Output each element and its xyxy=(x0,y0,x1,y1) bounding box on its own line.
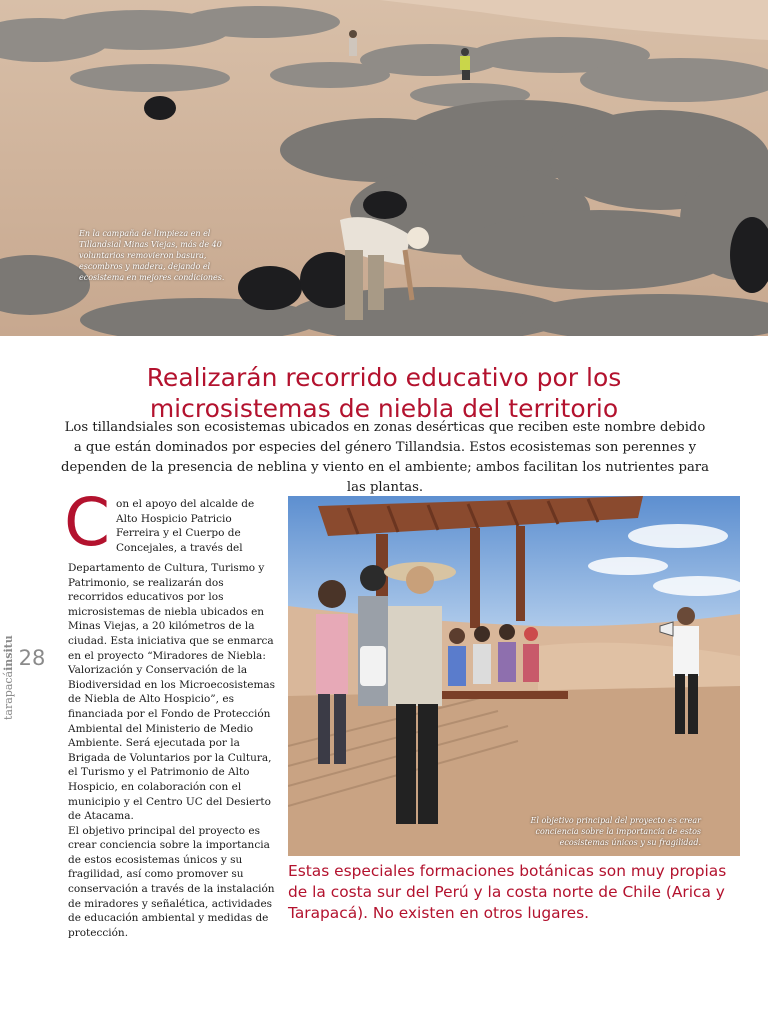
mirador-photo-caption: El objetivo principal del proyecto es crear conciencia sobre la importancia de estos ecosistemas únicos y su fragilidad. xyxy=(530,816,701,847)
publication-name-part2: insitu xyxy=(2,635,15,671)
page-number: 28 xyxy=(18,646,46,670)
publication-name-part1: tarapacá xyxy=(2,670,15,720)
publication-name xyxy=(2,635,22,720)
article-title-line1: Realizarán recorrido educativo por los xyxy=(146,362,622,392)
hero-photo-caption: En la campaña de limpieza en el Tillandsial Minas Viejas, más de 40 voluntarios removieron basura, escombros y madera, dejando el ecosistema en mejores condiciones. xyxy=(79,229,225,282)
body-paragraph-1: Departamento de Cultura, Turismo y Patrimonio, se realizarán dos recorridos educativos por los microsistemas de niebla ubicados en Minas Viejas, a 20 kilómetros de la ciudad. Esta iniciativa que se enmarca en el proyecto “Miradores de Niebla: Valorización y Conservación de la Biodiversidad en los Microecosistemas de Niebla de Alto Hospicio”, es financiada por el Fondo de Protección Ambiental del Ministerio de Medio Ambiente. Será ejecutada por la Brigada de Voluntarios por la Cultura, el Turismo y el Patrimonio de Alto Hospicio, en colaboración con el municipio y el Centro UC del Desierto de Atacama. xyxy=(68,562,276,823)
article-title-line2: microsistemas de niebla del territorio xyxy=(149,393,619,423)
hero-photo xyxy=(0,0,768,336)
body-intro: on el apoyo del alcalde de Alto Hospicio Patricio Ferreira y el Cuerpo de Concejales, a través del xyxy=(116,498,255,554)
article-lead: Los tillandsiales son ecosistemas ubicados en zonas desérticas que reciben este nombre debido a que están dominados por especies del género Tillandsia. Estos ecosistemas son perennes y dependen de la presencia de neblina y viento en el ambiente; ambos facilitan los nutrientes para las plantas. xyxy=(61,420,709,495)
body-text xyxy=(68,561,276,940)
body-paragraph-2: El objetivo principal del proyecto es crear conciencia sobre la importancia de estos ecosistemas únicos y su fragilidad, así como promover su conservación a través de la instalación de miradores y señalética, actividades de educación ambiental y medidas de protección. xyxy=(68,824,275,939)
mirador-photo xyxy=(288,496,740,856)
article-title xyxy=(0,362,768,424)
hero-photo-illustration xyxy=(0,0,768,336)
drop-cap: C xyxy=(64,484,111,561)
pull-quote: Estas especiales formaciones botánicas son muy propias de la costa sur del Perú y la costa norte de Chile (Arica y Tarapacá). No existen en otros lugares. xyxy=(288,862,727,922)
mirador-photo-illustration xyxy=(288,496,740,856)
